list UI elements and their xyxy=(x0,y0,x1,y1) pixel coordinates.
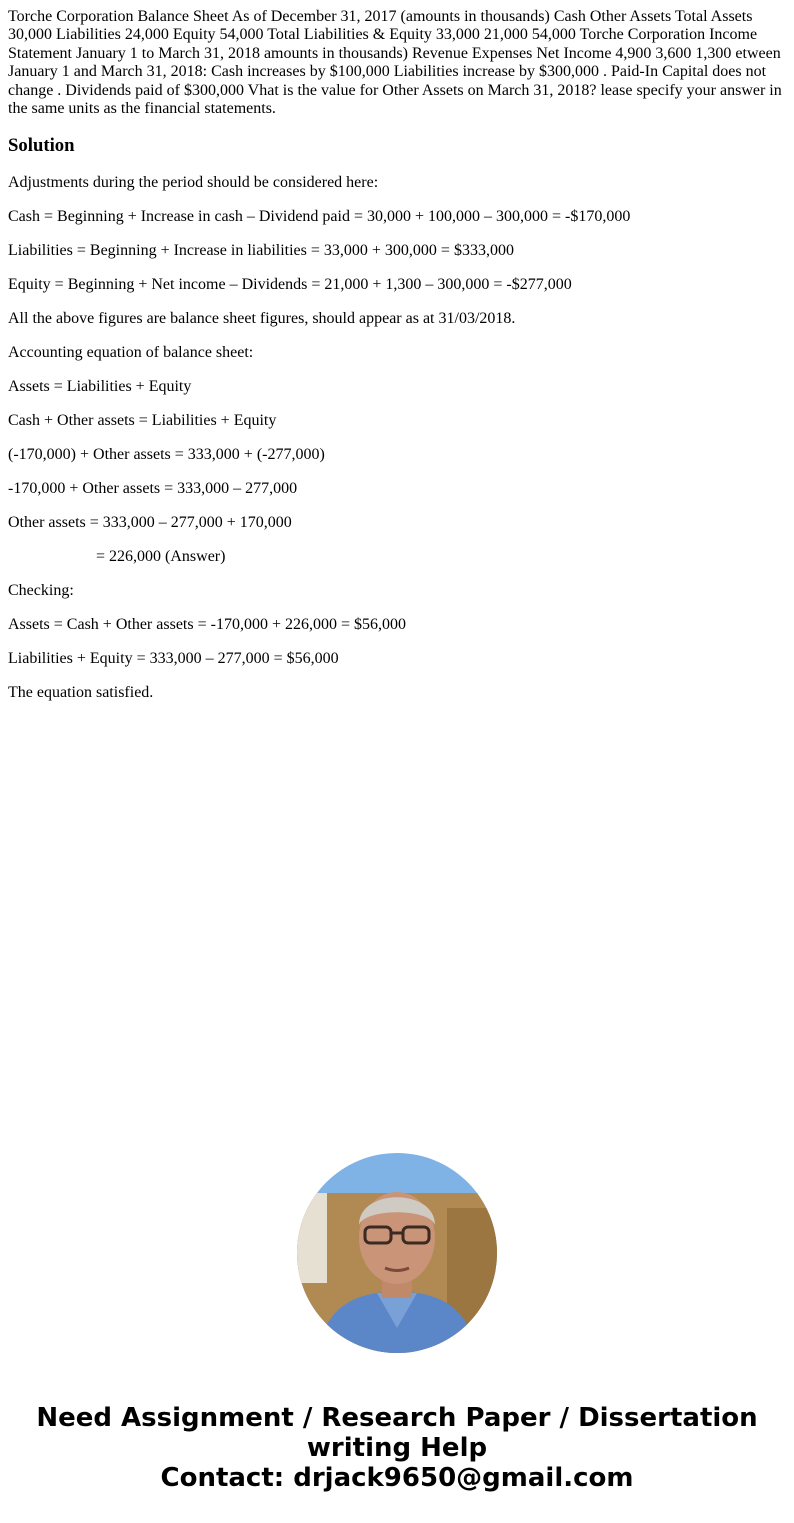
solution-line: Other assets = 333,000 – 277,000 + 170,000 xyxy=(8,513,292,531)
solution-line: Cash = Beginning + Increase in cash – Dividend paid = 30,000 + 100,000 – 300,000 = -$170,000 xyxy=(8,207,631,225)
solution-line: Assets = Cash + Other assets = -170,000 + 226,000 = $56,000 xyxy=(8,615,406,633)
tutor-photo xyxy=(297,1153,497,1353)
solution-line: Liabilities + Equity = 333,000 – 277,000 = $56,000 xyxy=(8,649,339,667)
solution-line: Liabilities = Beginning + Increase in liabilities = 33,000 + 300,000 = $333,000 xyxy=(8,241,514,259)
solution-line: -170,000 + Other assets = 333,000 – 277,000 xyxy=(8,479,298,497)
promo-footer xyxy=(0,1403,794,1493)
solution-line: Accounting equation of balance sheet: xyxy=(8,343,254,361)
solution-heading: Solution xyxy=(8,135,75,156)
solution-line: = 226,000 (Answer) xyxy=(8,547,226,565)
solution-line: Adjustments during the period should be considered here: xyxy=(8,174,379,191)
promo-line-2: writing Help xyxy=(306,1433,488,1463)
solution-line: The equation satisfied. xyxy=(8,683,154,701)
solution-line: Checking: xyxy=(8,581,74,599)
promo-contact-line: Contact: drjack9650@gmail.com xyxy=(160,1463,634,1493)
solution-line: Equity = Beginning + Net income – Dividends = 21,000 + 1,300 – 300,000 = -$277,000 xyxy=(8,275,572,293)
promo-line-1: Need Assignment / Research Paper / Dissertation xyxy=(36,1403,758,1433)
solution-line: Cash + Other assets = Liabilities + Equity xyxy=(8,411,277,429)
solution-line: Assets = Liabilities + Equity xyxy=(8,377,192,395)
solution-line: (-170,000) + Other assets = 333,000 + (-277,000) xyxy=(8,445,325,463)
question-text: Torche Corporation Balance Sheet As of December 31, 2017 (amounts in thousands) Cash Other Assets Total Assets 30,000 Liabilities 24,000 Equity 54,000 Total Liabilities & Equity 33,000 21,000 54,000 Torche Corporation Income Statement January 1 to March 31, 2018 amounts in thousands) Revenue Expenses Net Income 4,900 3,600 1,300 etween January 1 and March 31, 2018: Cash increases by $100,000 Liabilities increase by $300,000 . Paid-In Capital does not change . Dividends paid of $300,000 Vhat is the value for Other Assets on March 31, 2018? lease specify your answer in the same units as the financial statements. xyxy=(8,8,782,118)
tutor-portrait-image xyxy=(297,1153,497,1353)
solution-body xyxy=(8,174,786,718)
solution-line: All the above figures are balance sheet figures, should appear as at 31/03/2018. xyxy=(8,309,516,327)
